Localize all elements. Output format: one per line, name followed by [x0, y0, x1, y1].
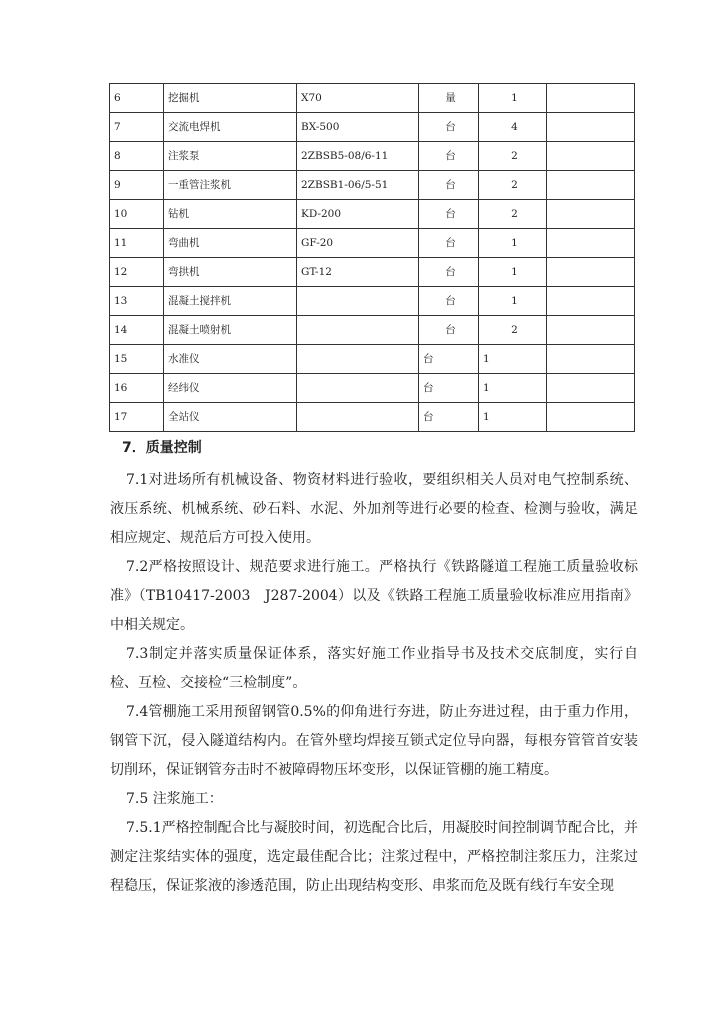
- table-row: [110, 84, 635, 113]
- cell-model: 2ZBSB1-06/5-51: [297, 171, 419, 200]
- cell-remark: [547, 316, 635, 345]
- table-row: [110, 171, 635, 200]
- table-row: [110, 113, 635, 142]
- cell-remark: [547, 171, 635, 200]
- cell-number: 10: [110, 200, 164, 229]
- cell-model: GF-20: [297, 229, 419, 258]
- cell-remark: [547, 84, 635, 113]
- cell-unit: 台: [419, 113, 479, 142]
- cell-number: 16: [110, 374, 164, 403]
- cell-equipment-name: 水准仪: [164, 345, 297, 374]
- cell-quantity: 1: [479, 258, 547, 287]
- cell-unit: 台: [419, 229, 479, 258]
- cell-quantity: 1: [479, 84, 547, 113]
- table-row: [110, 316, 635, 345]
- cell-remark: [547, 229, 635, 258]
- cell-unit: 台: [419, 200, 479, 229]
- table-row: [110, 142, 635, 171]
- cell-model: 2ZBSB5-08/6-11: [297, 142, 419, 171]
- cell-remark: [547, 403, 635, 432]
- cell-number: 15: [110, 345, 164, 374]
- table-row: [110, 200, 635, 229]
- equipment-table-body: [110, 84, 635, 432]
- cell-number: 12: [110, 258, 164, 287]
- table-row: [110, 287, 635, 316]
- cell-number: 7: [110, 113, 164, 142]
- cell-equipment-name: 挖掘机: [164, 84, 297, 113]
- cell-unit: 台: [419, 142, 479, 171]
- cell-number: 14: [110, 316, 164, 345]
- cell-unit: 台: [419, 374, 479, 403]
- cell-quantity: 2: [479, 171, 547, 200]
- cell-equipment-name: 交流电焊机: [164, 113, 297, 142]
- cell-model: [297, 403, 419, 432]
- cell-number: 13: [110, 287, 164, 316]
- cell-model: [297, 374, 419, 403]
- cell-quantity: 2: [479, 316, 547, 345]
- cell-number: 17: [110, 403, 164, 432]
- table-row: [110, 258, 635, 287]
- cell-unit: 台: [419, 403, 479, 432]
- paragraph-7-4: 7.4管棚施工采用预留钢管0.5%的仰角进行夯进，防止夯进过程，由于重力作用，钢管下沉，侵入隧道结构内。在管外壁均焊接互锁式定位导向器，每根夯管管首安装切削环，保证钢管夯击时不被障碍物压坏变形，以保证管棚的施工精度。: [110, 704, 638, 778]
- cell-remark: [547, 287, 635, 316]
- cell-number: 6: [110, 84, 164, 113]
- cell-equipment-name: 钻机: [164, 200, 297, 229]
- cell-unit: 台: [419, 258, 479, 287]
- section-heading: 7．质量控制: [122, 440, 202, 456]
- cell-model: [297, 287, 419, 316]
- table-row: [110, 345, 635, 374]
- cell-equipment-name: 混凝土喷射机: [164, 316, 297, 345]
- table-row: [110, 374, 635, 403]
- paragraph-7-5: 7.5 注浆施工：: [126, 791, 223, 807]
- cell-unit: 台: [419, 345, 479, 374]
- cell-model: X70: [297, 84, 419, 113]
- cell-equipment-name: 弯曲机: [164, 229, 297, 258]
- cell-remark: [547, 142, 635, 171]
- cell-quantity: 2: [479, 200, 547, 229]
- cell-quantity: 1: [479, 345, 547, 374]
- cell-model: [297, 316, 419, 345]
- cell-quantity: 1: [479, 287, 547, 316]
- section-body: [110, 466, 638, 901]
- cell-model: GT-12: [297, 258, 419, 287]
- cell-equipment-name: 经纬仪: [164, 374, 297, 403]
- cell-number: 9: [110, 171, 164, 200]
- paragraph-7-5-1: 7.5.1严格控制配合比与凝胶时间，初选配合比后，用凝胶时间控制调节配合比，并测定注浆结实体的强度，选定最佳配合比；注浆过程中，严格控制注浆压力，注浆过程稳压，保证浆液的渗透范围，防止出现结构变形、串浆而危及既有线行车安全现: [110, 820, 638, 894]
- cell-quantity: 1: [479, 403, 547, 432]
- cell-remark: [547, 345, 635, 374]
- paragraph-7-2: 7.2严格按照设计、规范要求进行施工。严格执行《铁路隧道工程施工质量验收标准》（TB10417-2003 J287-2004）以及《铁路工程施工质量验收标准应用指南》中相关规定。: [110, 559, 638, 633]
- cell-model: [297, 345, 419, 374]
- cell-unit: 台: [419, 171, 479, 200]
- cell-quantity: 1: [479, 374, 547, 403]
- cell-equipment-name: 弯拱机: [164, 258, 297, 287]
- cell-equipment-name: 混凝土搅拌机: [164, 287, 297, 316]
- cell-model: BX-500: [297, 113, 419, 142]
- cell-quantity: 2: [479, 142, 547, 171]
- cell-unit: 台: [419, 287, 479, 316]
- cell-remark: [547, 200, 635, 229]
- cell-remark: [547, 113, 635, 142]
- table-row: [110, 229, 635, 258]
- cell-quantity: 4: [479, 113, 547, 142]
- cell-number: 8: [110, 142, 164, 171]
- cell-remark: [547, 258, 635, 287]
- cell-equipment-name: 注浆泵: [164, 142, 297, 171]
- cell-number: 11: [110, 229, 164, 258]
- table-row: [110, 403, 635, 432]
- paragraph-7-1: 7.1对进场所有机械设备、物资材料进行验收，要组织相关人员对电气控制系统、液压系统、机械系统、砂石料、水泥、外加剂等进行必要的检查、检测与验收，满足相应规定、规范后方可投入使用。: [110, 472, 638, 546]
- paragraph-7-3: 7.3制定并落实质量保证体系，落实好施工作业指导书及技术交底制度，实行自检、互检、交接检“三检制度”。: [110, 646, 638, 691]
- cell-equipment-name: 全站仪: [164, 403, 297, 432]
- cell-equipment-name: 一重管注浆机: [164, 171, 297, 200]
- cell-unit: 台: [419, 316, 479, 345]
- cell-unit: 量: [419, 84, 479, 113]
- cell-quantity: 1: [479, 229, 547, 258]
- cell-remark: [547, 374, 635, 403]
- cell-model: KD-200: [297, 200, 419, 229]
- equipment-table: [109, 83, 635, 432]
